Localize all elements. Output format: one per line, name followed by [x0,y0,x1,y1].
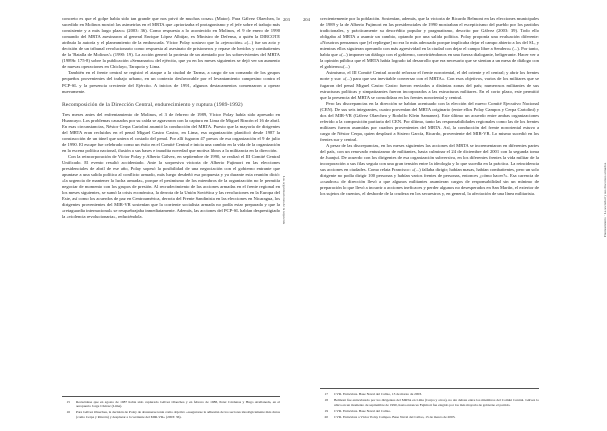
footnote-number: 17 [324,392,328,397]
footnote [320,409,539,414]
page-number-right: 204 [303,17,310,22]
footnote-text: Para Gálvez Olaechea, la decisión de Polay de abstenerse tenía como objetivo «asegurarse la adhesión de los sectores ideológicamente más duros (como Cerpa y Rincón) y desplazar a la vertiente del MIR-VR» (2003: 36). [76,410,280,419]
page-number-left: 203 [283,17,290,22]
left-footnotes [62,396,280,421]
left-page [0,0,300,431]
right-text-column [320,16,539,197]
footnote-number: 19 [324,408,328,413]
body-paragraph: Tres meses antes del enfrentamiento de Molinos, el 3 de febrero de 1989, Víctor Polay había sido apresado en Huancayo. Los problemas causados por su caída se agravaron con la captura en Lima de Miguel Rincón el 16 de abril. En esas circunstancias, Néstor Cerpa Cartolini asumió la conducción del MRTA. Puesto que la mayoría de dirigentes del MRTA eran recluidos en el penal Miguel Castro Castro, en Lima, esa organización planificó desde 1987 la construcción de un túnel que uniera el costado del penal. Por allí fugaron 47 presos de esa organización el 9 de julio de 1990. El escape fue celebrado como un éxito en el Comité Central e inicia una cambio en la vida de la organización en la escena política nacional, ilusión a sus bases e inaudita novedad que motiva libros a la militancia en la dirección. [62,111,280,153]
footnote [320,392,539,397]
footnote-text: Belmont fue entrevistado por los dirigentes del MRTA en Lima (Cerpa y otros), no sin debate entre los miembros del Comité Central. Gálvez lo ubica en un momento de septiembre de 1990, hasta entonces Fujimori fue elegido por los más mayoría de gobierno el partido. [334,398,539,407]
footnote-text: CVR. Entrevista a Víctor Polay Campos. Base Naval del Callao, 15 de marzo de 2003. [334,414,456,419]
footnote-number: 20 [324,414,328,419]
body-paragraph: concreto es que el golpe había sido tan grande que nos privó de muchas cosas» (Mator). Para Gálvez Olaechea, lo sucedido en Molinos mostró las asimetrías en el MRTA que «priorizaba el protagonismo y el jefe sobre el trabajo más consistente y a más largo plazo» (2003: 36). Como respuesta a lo acontecido en Molinos, el 9 de enero de 1990 comando del MRTA asesinaron al general Enrique López Albújar, ex Ministro de Defensa, a quién la DIRCOTE atribuía la autoría y el planeamiento de la emboscada. Víctor Polay sostuvo que la «ejecución» «(...) fue un acto y decisión de un tribunal revolucionario como respuesta al asesinato de prisioneros y repase de heridos y combatientes de la 'Batalla de Molinos'» (1990: 19). La acción generó la protesta de un atentado por los sobrevivientes del MRTA (1989b: 175-8) sobre la publicación «Semanario» del ejército, que ya en los meses siguientes se dejó ver un aumento de nuevas operaciones en Chiclayo, Tarapoto y Lima. [62,16,280,70]
footnote [62,400,280,409]
footnote [62,410,280,419]
body-paragraph: Con la reincorporación de Víctor Polay y Alberto Gálvez, en septiembre de 1990, se realizó el III Comité Central Unificado. El evento resultó accidentado. Ante la sorpresiva victoria de Alberto Fujimori en las elecciones presidenciales de abril de ese año, Polay sopesó la posibilidad de una negociación con el gobierno entrante que apuntase a una salida política al conflicto armado, más luego desdeñó esa propuesta y ya durante esta reunión dictó: «la urgencia de mantener la lucha armada», porque el pesimismo de los miembros de la organización no le permitía negociar de momento con los grupos de presión. Al recrudecimiento de las acciones armadas en el frente regional en los meses siguientes, se sumó la crisis económica, la derrota de la Unión Soviética y las revoluciones en la Europa del Este, así como los acuerdos de paz en Centroamérica, derrota del Frente Sandinista en las elecciones en Nicaragua, los dirigentes provenientes del MIR-VR sostenían que la corriente socialista armada no podía estar preparada y que la «retaguardia internacional» se resquebrajaba inmediatamente. Además, las acciones del PCP-SL habían desprestigiado la «violencia revolucionaria», reduciéndola. [62,153,280,220]
body-paragraph: A pesar de las discrepancias, en los meses siguientes las acciones del MRTA se incrementaron en diferentes partes del país, con un renovado entusiasmo de militantes, hasta culminar el 24 de diciembre del 2001 con la segunda toma de Juanjuí. De acuerdo con los dirigentes de esa organización subversiva, en los diferentes frentes la vida militar de la incorporación a sus filas seguía con una gran tensión entre la ideología y lo que sucedía en la práctica. La reincidencia sus acciones en ciudades. Como relata Francisco: «(...) fallaba dirigir; habían masas, habían combatientes, pero un solo dirigente no podía dirigir 100 personas y habían varios frentes de personas, entonces ¿cómo hacer?». Esa carencia de «cuadros» de dirección llevó a que algunos militantes asumieran cargos de responsabilidad sin un mínimo de preparación lo que llevó a incurrir a acciones ineficaces y perder algunos no desesperados en San Martín, el exterior de los sujetos de cuentos, el desborde de la crudeza en los secuestros y, en general, la afectación de una línea militarista. [320,142,539,197]
body-paragraph: crecientemente por la población. Sostenían, además, que la victoria de Ricardo Belmont en las elecciones municipales de 1989 y la de Alberto Fujimori en las presidenciales de 1990 mostraban el escepticismo del pueblo por los partidos tradicionales, y prácticamente su descrédito popular y pragmatismo, descrito por Gálvez (2003: 39). Todo ello obligaba al MRTA a asumir un cambio, optando por una salida política. Polay proponía una evaluación diferente: «Nosotros pensamos que [el repliegue] no era lo más adecuado porque implicaba dejar el campo abierto a los del SL, y mientras ellos siguieran operando con más agresividad en la ciudad con dejar el campo libre a Sendero» (...). Por tanto, había que «(...) imponer un diálogo con el gobierno, convirtiéndonos en una fuerza dialogante, beligerante. Hacer ver a la opinión pública que el MRTA había logrado tal desarrollo que era necesario que se sientan a un mesa de diálogo con el gobierno»(...) [320,16,539,70]
running-header-right: Planteamiento · La sociedad y sus discursos armados [603,162,607,238]
footnote [320,398,539,407]
body-paragraph: También en el frente central se registró el ataque a la ciudad de Tarma, a cargo de un comando de los grupos pequeños provenientes del trabajo urbano, en un contexto desfavorable por el levantamiento campesino contra el PCP-SL y la presencia creciente del Ejército. A inicios de 1991, algunos destacamentos comenzaron a operar nuevamente. [62,70,280,94]
footnote-number: 15 [66,399,70,404]
footnote [320,415,539,420]
right-footnotes [320,388,539,421]
body-paragraph: Pero las discrepancias en la dirección se habían acentuado con la elección del nuevo Comité Ejecutivo Nacional (CEN). De sus seis integrantes, cuatro provenían del MRTA originario (entre ellos Polay Campos y Cerpa Cartolini) y dos del MIR-VR (Gálvez Olaechea y Rodolfo Klein Samanez). Este último un acuerdo entre ambas organizaciones referido a la composición paritaria del CEN. Por último, tanto las responsabilidades regionales como las de los frentes militares fueron asumidas por cuadros provenientes del MRTA. Así, la conducción del frente nororiental estuvo a cargo de Néstor Cerpa, quien desplazó a Sistero García, Ricardo, proveniente del MIR-VR. Lo mismo sucedió en los frentes sur y central. [320,100,539,142]
running-header-left: Las organizaciones de la izquierda [282,175,286,225]
left-text-column [62,16,280,220]
footnote-number: 16 [66,410,70,415]
right-page [300,0,607,431]
footnote-text: CVR. Entrevista. Base Naval del Callao. [334,408,391,413]
footnote-text: Recuérdese que en agosto de 1987 había sido capturado Gálvez Olaechea y en febrero de 1988, Peter Cárdenas y Hugo Avellaneda, en el aeropuerto Jorge Chávez (Lima). [76,399,280,409]
footnote-text: CVR. Entrevista. Base Naval del Callao, 13 de marzo de 2003. [334,392,423,397]
section-heading: Recomposición de la Dirección Central, endurecimiento y ruptura (1989-1992) [62,101,243,108]
footnote-number: 18 [324,398,328,403]
body-paragraph: Asimismo, el III Comité Central acordó reforzar el frente nororiental, el del oriente y el central; y abrir los frentes norte y sur: «(...) para que sea inevitable conversar con el MRTA». Con esos objetivos, varios de los militares que se fugaron del penal Miguel Castro Castro fueron enviados a distintas zonas del país; numerosos militantes de sus estructuras políticas y simpatizantes fueron incorporados a las estructuras militares. En el corto plazo, este permitió que la presencia del MRTA se consolidara en los frentes nororiental y central. [320,70,539,100]
